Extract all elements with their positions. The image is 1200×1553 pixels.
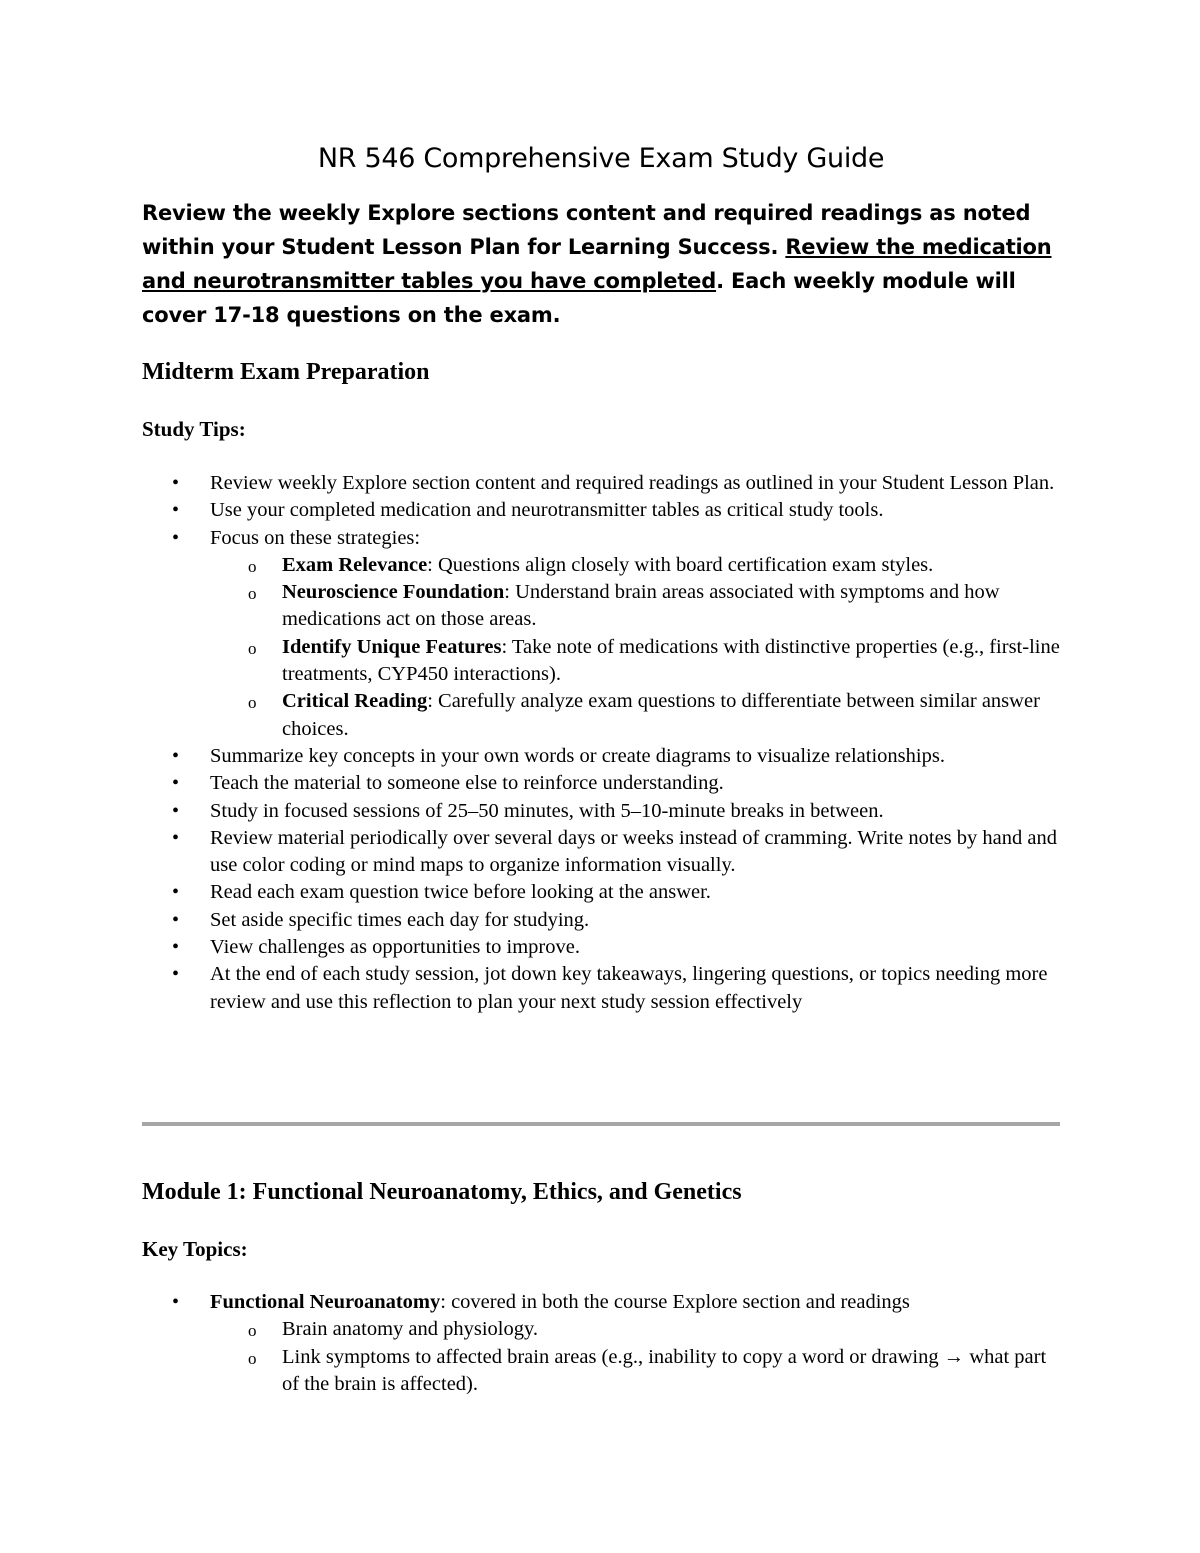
midterm-heading: Midterm Exam Preparation xyxy=(142,359,430,385)
list-item: • Review material periodically over several days or weeks instead of cramming. Write notes by hand and use color coding or mind maps to organize information visually. xyxy=(172,826,1057,877)
sub-bullet-icon: o xyxy=(248,693,257,713)
intro-paragraph xyxy=(142,196,1060,332)
horizontal-divider xyxy=(142,1122,1060,1126)
subtopic-item: o Link symptoms to affected brain areas (e.g., inability to copy a word or drawing → what part of the brain is affected). xyxy=(248,1345,1047,1395)
bullet-icon: • xyxy=(172,799,180,822)
strategy-item: o Exam Relevance: Questions align closely with board certification exam styles. xyxy=(142,552,1060,579)
module1-heading: Module 1: Functional Neuroanatomy, Ethics, and Genetics xyxy=(142,1179,742,1205)
list-item: • At the end of each study session, jot down key takeaways, lingering questions, or topics needing more review and use this reflection to plan your next study session effectively xyxy=(172,963,1048,1013)
key-topics-label: Key Topics: xyxy=(142,1237,248,1261)
strategy-item: o Critical Reading: Carefully analyze exam questions to differentiate between similar answer choices. xyxy=(248,690,1040,740)
list-item: • Use your completed medication and neurotransmitter tables as critical study tools. xyxy=(142,497,1060,524)
list-item: • Study in focused sessions of 25–50 minutes, with 5–10-minute breaks in between. xyxy=(142,798,1060,825)
bullet-icon: • xyxy=(172,526,180,549)
document-title: NR 546 Comprehensive Exam Study Guide xyxy=(317,143,885,174)
strategy-item: o Identify Unique Features: Take note of medications with distinctive properties (e.g., first-line treatments, CYP450 interactions). xyxy=(248,635,1060,686)
list-item: • Read each exam question twice before looking at the answer. xyxy=(142,879,1060,906)
sub-bullet-icon: o xyxy=(248,556,257,576)
list-item: • Review weekly Explore section content and required readings as outlined in your Student Lesson Plan. xyxy=(142,470,1060,497)
list-item: • Focus on these strategies: xyxy=(142,525,1060,552)
bullet-icon: • xyxy=(172,772,180,795)
sub-bullet-icon: o xyxy=(248,1348,257,1368)
list-item: • Functional Neuroanatomy: covered in both the course Explore section and readings xyxy=(142,1289,1060,1316)
bullet-icon: • xyxy=(172,881,180,904)
bullet-icon: • xyxy=(172,963,180,986)
intro-text-1: Review the weekly Explore sections content and required readings as noted within your Student Lesson Plan for Learning Success. xyxy=(142,201,1031,259)
intro-underlined-text: Review the medication and neurotransmitter tables you have completed xyxy=(142,235,1052,293)
bullet-icon: • xyxy=(172,908,180,931)
bullet-icon: • xyxy=(172,936,180,959)
list-item: • Summarize key concepts in your own words or create diagrams to visualize relationships. xyxy=(142,743,1060,770)
strategy-item: o Neuroscience Foundation: Understand brain areas associated with symptoms and how medications act on those areas. xyxy=(248,581,1000,631)
key-topics-list xyxy=(142,1289,1060,1398)
study-tips-label: Study Tips: xyxy=(142,417,246,441)
list-item: • View challenges as opportunities to improve. xyxy=(142,934,1060,961)
bullet-icon: • xyxy=(172,499,180,522)
bullet-icon: • xyxy=(172,1291,180,1313)
bullet-icon: • xyxy=(172,472,180,494)
list-item: • Set aside specific times each day for studying. xyxy=(142,907,1060,934)
sub-bullet-icon: o xyxy=(248,638,257,658)
subtopic-item: o Brain anatomy and physiology. xyxy=(142,1316,1060,1343)
bullet-icon: • xyxy=(172,744,180,767)
intro-text-2: . Each weekly module will cover 17-18 questions on the exam. xyxy=(142,269,1016,327)
sub-bullet-icon: o xyxy=(248,1321,257,1341)
study-tips-list xyxy=(142,470,1060,1016)
sub-bullet-icon: o xyxy=(248,584,257,604)
list-item: • Teach the material to someone else to reinforce understanding. xyxy=(142,770,1060,797)
bullet-icon: • xyxy=(172,826,180,849)
